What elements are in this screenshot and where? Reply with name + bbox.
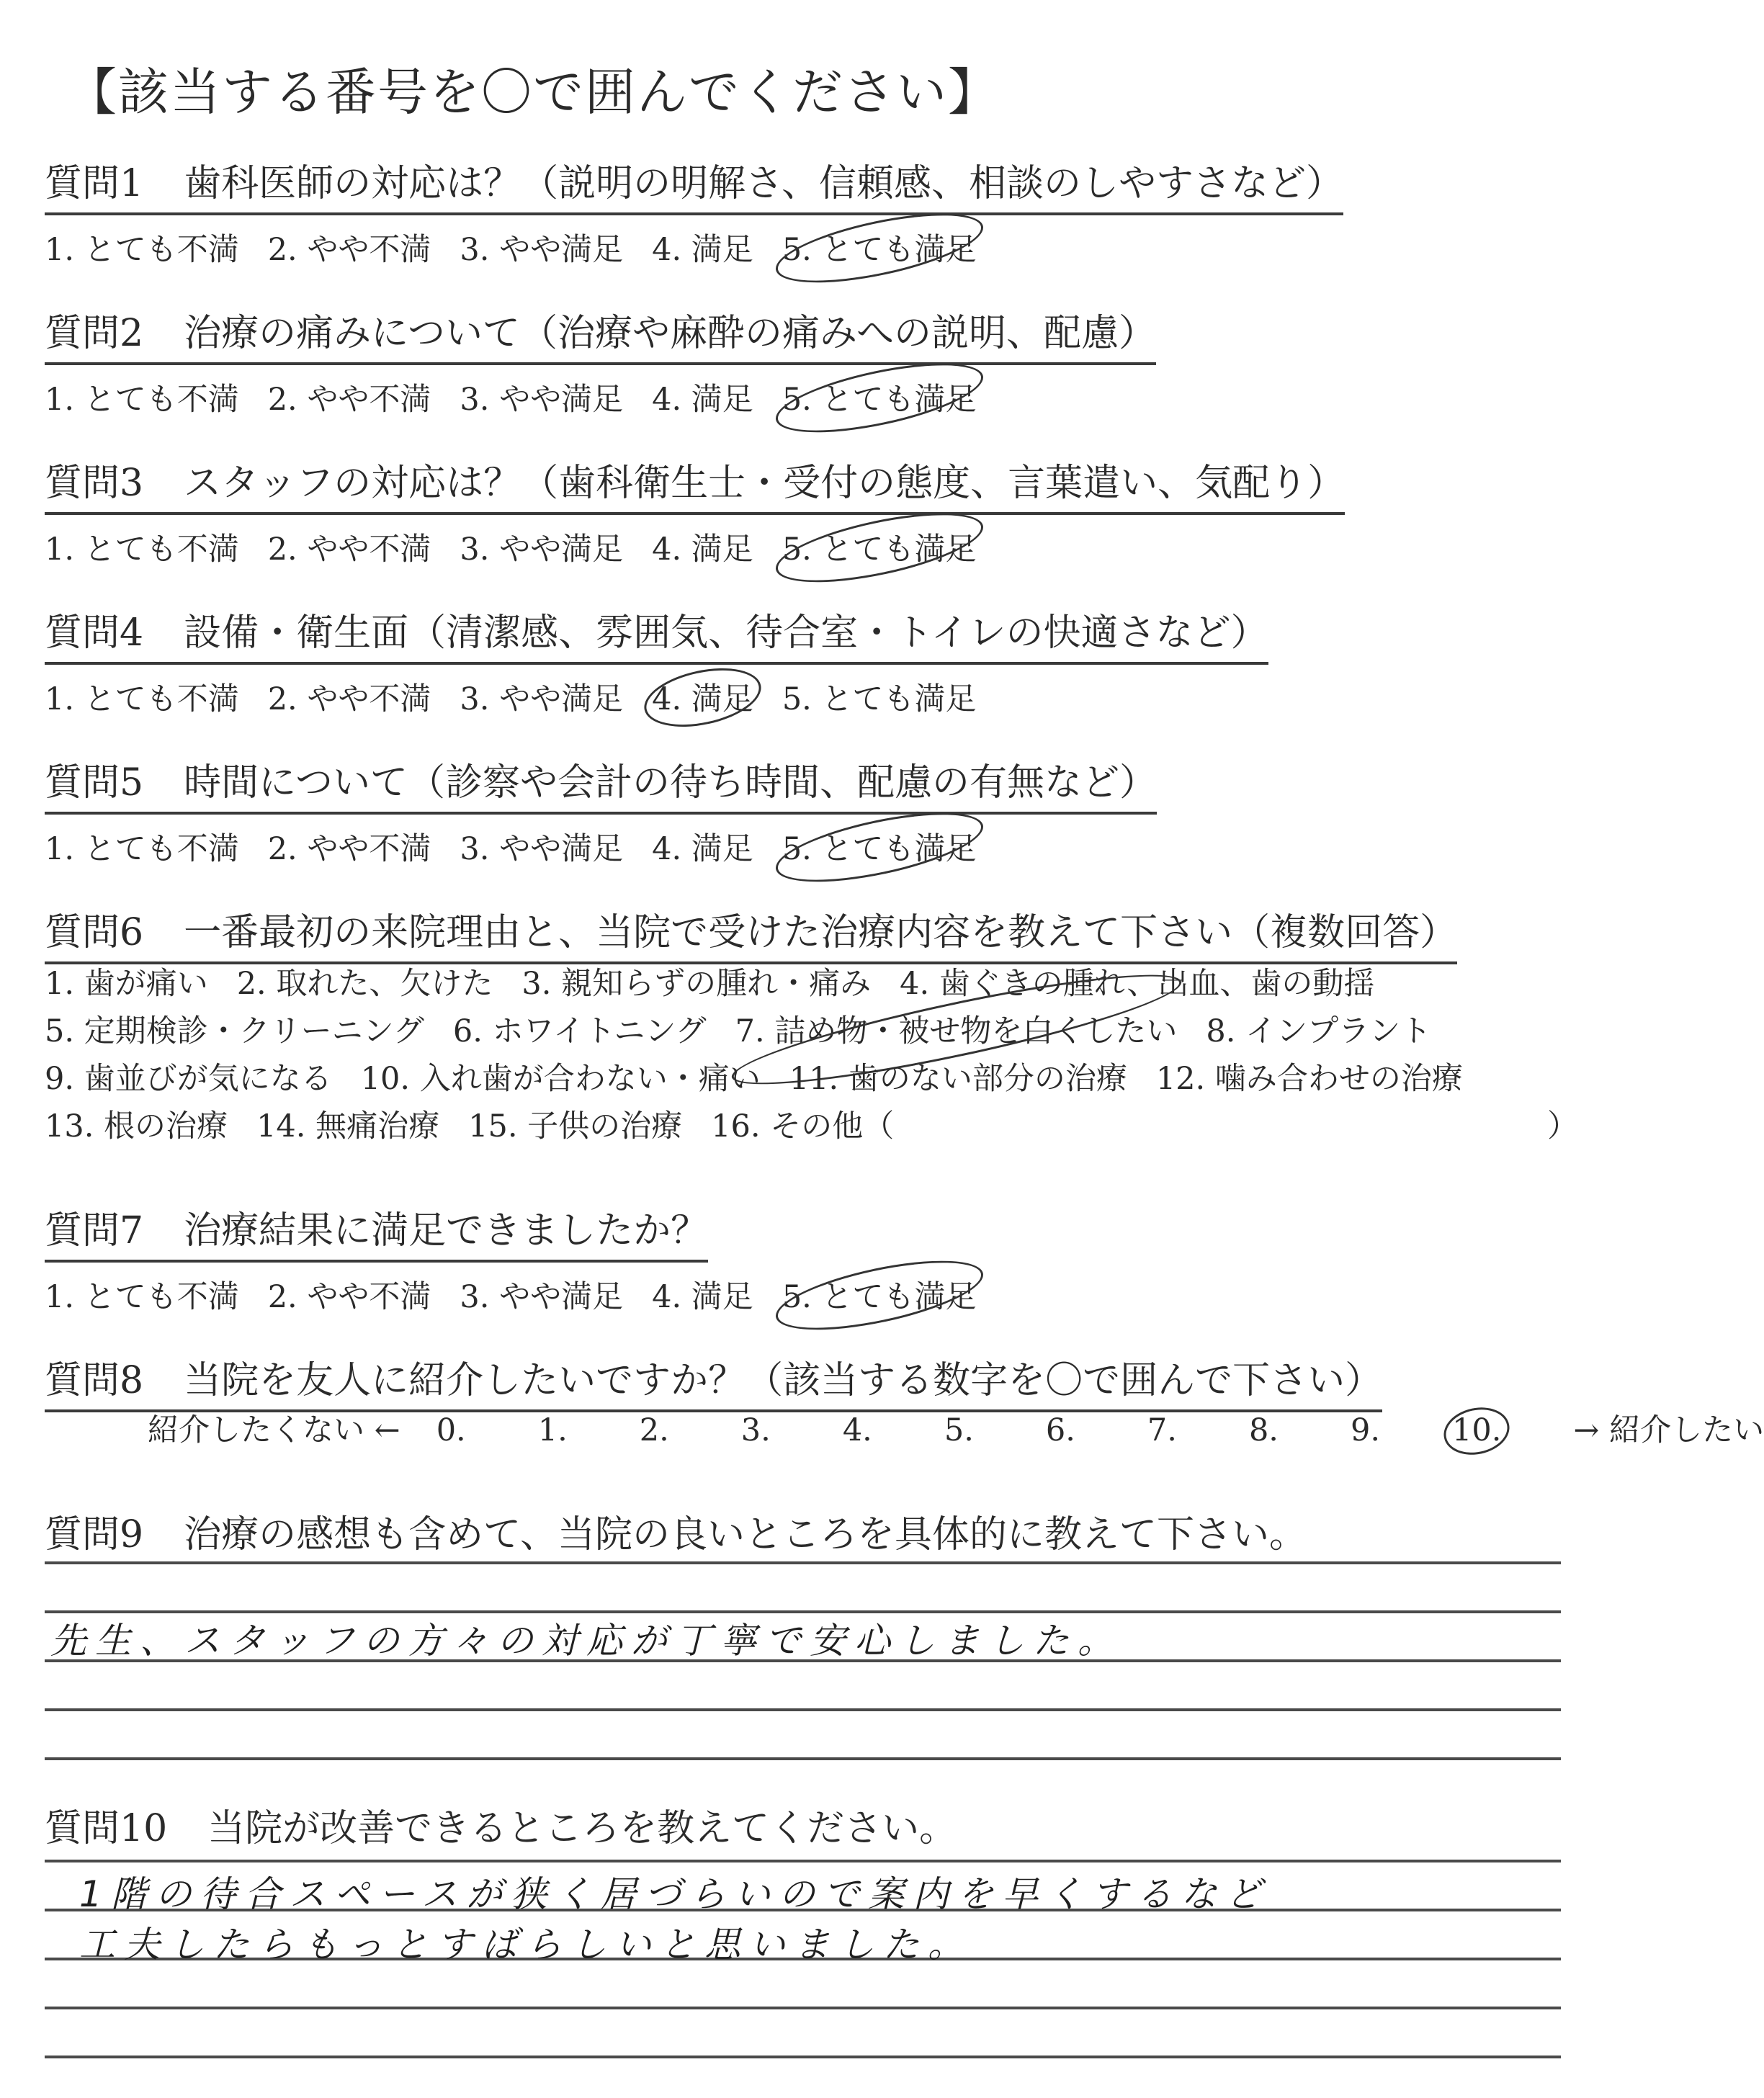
question-1-number: 質問1 bbox=[45, 162, 144, 205]
q6-option-8[interactable]: 8. インプラント bbox=[1206, 1013, 1432, 1049]
q6-option-5[interactable]: 5. 定期検診・クリーニング bbox=[45, 1013, 424, 1049]
q10-answer-line-5 bbox=[45, 2056, 1561, 2058]
question-5-text: 時間について（診察や会計の待ち時間、配慮の有無など） bbox=[184, 761, 1158, 804]
q6-row-4 bbox=[45, 1102, 923, 1146]
question-9-number: 質問9 bbox=[45, 1513, 144, 1556]
q3-option-1[interactable]: 1. とても不満 bbox=[45, 532, 239, 568]
q6-option-14[interactable]: 14. 無痛治療 bbox=[256, 1108, 440, 1144]
question-3-number: 質問3 bbox=[45, 462, 144, 505]
q8-option-3[interactable]: 3. bbox=[740, 1412, 771, 1448]
q1-option-5[interactable]: 5. とても満足 bbox=[782, 225, 977, 269]
q8-option-10[interactable]: 10. bbox=[1452, 1412, 1502, 1448]
q6-option-6[interactable]: 6. ホワイトニング bbox=[452, 1013, 707, 1049]
question-7-options bbox=[45, 1273, 1006, 1317]
question-3-heading bbox=[45, 452, 1345, 515]
q6-option-12[interactable]: 12. 噛み合わせの治療 bbox=[1155, 1061, 1463, 1097]
q8-right-label: → 紹介したい bbox=[1573, 1412, 1764, 1448]
q9-answer-line-1 bbox=[45, 1561, 1561, 1564]
q1-option-4[interactable]: 4. 満足 bbox=[652, 232, 753, 268]
q9-answer-line-5 bbox=[45, 1757, 1561, 1760]
q5-option-5[interactable]: 5. とても満足 bbox=[782, 825, 977, 869]
q3-option-4[interactable]: 4. 満足 bbox=[652, 532, 753, 568]
question-4-options bbox=[45, 675, 1268, 719]
question-8-heading bbox=[45, 1350, 1382, 1412]
question-1-options bbox=[45, 225, 1343, 269]
q6-option-2[interactable]: 2. 取れた、欠けた bbox=[236, 966, 493, 1002]
q5-option-4[interactable]: 4. 満足 bbox=[652, 831, 753, 867]
question-10 bbox=[45, 1798, 957, 1852]
q6-option-13[interactable]: 13. 根の治療 bbox=[45, 1108, 228, 1144]
question-8-text: 当院を友人に紹介したいですか？（該当する数字を〇で囲んで下さい） bbox=[184, 1359, 1383, 1402]
question-6 bbox=[45, 902, 1457, 964]
question-5 bbox=[45, 752, 1157, 869]
q8-option-7[interactable]: 7. bbox=[1147, 1412, 1177, 1448]
question-1 bbox=[45, 153, 1343, 269]
q10-handwritten-answer-line-2[interactable]: 工夫したらもっとすばらしいと思いました。 bbox=[79, 1924, 972, 1965]
q4-option-5[interactable]: 5. とても満足 bbox=[782, 681, 977, 717]
q6-option-15[interactable]: 15. 子供の治療 bbox=[468, 1108, 683, 1144]
q2-option-2[interactable]: 2. やや不満 bbox=[267, 382, 431, 418]
question-9-heading bbox=[45, 1504, 1307, 1558]
q6-row-3 bbox=[45, 1054, 1492, 1098]
question-2-options bbox=[45, 375, 1156, 419]
q8-option-6[interactable]: 6. bbox=[1045, 1412, 1075, 1448]
q7-option-2[interactable]: 2. やや不満 bbox=[267, 1279, 431, 1315]
q6-option-10[interactable]: 10. 入れ歯が合わない・痛い bbox=[360, 1061, 761, 1097]
q3-option-2[interactable]: 2. やや不満 bbox=[267, 532, 431, 568]
q7-option-4[interactable]: 4. 満足 bbox=[652, 1279, 753, 1315]
question-4-number: 質問4 bbox=[45, 611, 144, 655]
question-5-options bbox=[45, 825, 1157, 869]
q5-option-2[interactable]: 2. やや不満 bbox=[267, 831, 431, 867]
question-8 bbox=[45, 1350, 1382, 1412]
question-3 bbox=[45, 452, 1345, 569]
q8-option-2[interactable]: 2. bbox=[639, 1412, 669, 1448]
question-7 bbox=[45, 1200, 1006, 1317]
q2-option-1[interactable]: 1. とても不満 bbox=[45, 382, 239, 418]
q8-option-5[interactable]: 5. bbox=[944, 1412, 974, 1448]
q8-left-label: 紹介したくない ← bbox=[148, 1412, 400, 1448]
question-2-text: 治療の痛みについて（治療や麻酔の痛みへの説明、配慮） bbox=[184, 312, 1157, 355]
q5-option-1[interactable]: 1. とても不満 bbox=[45, 831, 239, 867]
question-5-number: 質問5 bbox=[45, 761, 144, 804]
q2-option-3[interactable]: 3. やや満足 bbox=[460, 382, 624, 418]
q10-answer-line-1 bbox=[45, 1860, 1561, 1862]
question-3-options bbox=[45, 525, 1345, 569]
question-10-text: 当院が改善できるところを教えてください。 bbox=[207, 1807, 957, 1850]
question-7-number: 質問7 bbox=[45, 1209, 144, 1252]
question-1-heading bbox=[45, 153, 1343, 215]
q6-option-11[interactable]: 11. 歯のない部分の治療 bbox=[789, 1061, 1127, 1097]
q2-option-4[interactable]: 4. 満足 bbox=[652, 382, 753, 418]
q6-option-4[interactable]: 4. 歯ぐきの腫れ、出血、歯の動揺 bbox=[900, 966, 1375, 1002]
question-6-text: 一番最初の来院理由と、当院で受けた治療内容を教えて下さい（複数回答） bbox=[184, 911, 1458, 954]
question-10-heading bbox=[45, 1798, 957, 1852]
question-4-heading bbox=[45, 602, 1268, 665]
q3-option-5[interactable]: 5. とても満足 bbox=[782, 525, 977, 569]
question-8-number: 質問8 bbox=[45, 1359, 144, 1402]
q8-option-0[interactable]: 0. bbox=[436, 1412, 466, 1448]
q8-option-1[interactable]: 1. bbox=[537, 1412, 568, 1448]
q1-option-3[interactable]: 3. やや満足 bbox=[460, 232, 624, 268]
q4-option-4[interactable]: 4. 満足 bbox=[652, 675, 753, 719]
q8-option-8[interactable]: 8. bbox=[1248, 1412, 1279, 1448]
question-10-number: 質問10 bbox=[45, 1807, 168, 1850]
q6-option-3[interactable]: 3. 親知らずの腫れ・痛み bbox=[521, 966, 872, 1002]
q8-scale bbox=[148, 1406, 1764, 1450]
question-2-number: 質問2 bbox=[45, 312, 144, 355]
instruction-header: 【該当する番号を〇で囲んでください】 bbox=[66, 63, 1000, 122]
q6-option-7[interactable]: 7. 詰め物・被せ物を白くしたい bbox=[735, 1007, 1178, 1051]
question-2-heading bbox=[45, 302, 1156, 365]
question-7-text: 治療結果に満足できましたか？ bbox=[184, 1209, 709, 1252]
question-5-heading bbox=[45, 752, 1157, 815]
q10-answer-line-4 bbox=[45, 2007, 1561, 2009]
q4-option-2[interactable]: 2. やや不満 bbox=[267, 681, 431, 717]
question-6-number: 質問6 bbox=[45, 911, 144, 954]
q6-row-2 bbox=[45, 1007, 1460, 1051]
q9-handwritten-answer[interactable]: 先生、スタッフの方々の対応が丁寧で安心しました。 bbox=[50, 1620, 1122, 1662]
q4-option-3[interactable]: 3. やや満足 bbox=[460, 681, 624, 717]
q6-other-close-paren: ） bbox=[1547, 1108, 1578, 1144]
question-3-text: スタッフの対応は？（歯科衛生士・受付の態度、言葉遣い、気配り） bbox=[184, 462, 1346, 505]
q6-option-9[interactable]: 9. 歯並びが気になる bbox=[45, 1061, 332, 1097]
question-6-heading bbox=[45, 902, 1457, 964]
q8-option-9[interactable]: 9. bbox=[1350, 1412, 1381, 1448]
q7-option-5[interactable]: 5. とても満足 bbox=[782, 1273, 977, 1317]
q10-handwritten-answer-line-1[interactable]: 1階の待合スペースが狭く居づらいので案内を早くするなど bbox=[79, 1873, 1271, 1915]
q1-option-1[interactable]: 1. とても不満 bbox=[45, 232, 239, 268]
q9-answer-line-4 bbox=[45, 1708, 1561, 1711]
q7-option-3[interactable]: 3. やや満足 bbox=[460, 1279, 624, 1315]
q6-option-1[interactable]: 1. 歯が痛い bbox=[45, 966, 208, 1002]
q4-option-1[interactable]: 1. とても不満 bbox=[45, 681, 239, 717]
q8-option-4[interactable]: 4. bbox=[842, 1412, 872, 1448]
question-9-text: 治療の感想も含めて、当院の良いところを具体的に教えて下さい。 bbox=[184, 1513, 1307, 1556]
q3-option-3[interactable]: 3. やや満足 bbox=[460, 532, 624, 568]
q2-option-5[interactable]: 5. とても満足 bbox=[782, 375, 977, 419]
question-1-text: 歯科医師の対応は？（説明の明解さ、信頼感、相談のしやすさなど） bbox=[184, 162, 1344, 205]
question-4-text: 設備・衛生面（清潔感、雰囲気、待合室・トイレの快適さなど） bbox=[184, 611, 1268, 655]
q1-option-2[interactable]: 2. やや不満 bbox=[267, 232, 431, 268]
q6-option-16[interactable]: 16. その他（ bbox=[711, 1108, 895, 1144]
question-4 bbox=[45, 602, 1268, 719]
q5-option-3[interactable]: 3. やや満足 bbox=[460, 831, 624, 867]
q7-option-1[interactable]: 1. とても不満 bbox=[45, 1279, 239, 1315]
question-9 bbox=[45, 1504, 1307, 1558]
question-7-heading bbox=[45, 1200, 708, 1263]
question-2 bbox=[45, 302, 1156, 419]
q6-row-1 bbox=[45, 959, 1403, 1003]
